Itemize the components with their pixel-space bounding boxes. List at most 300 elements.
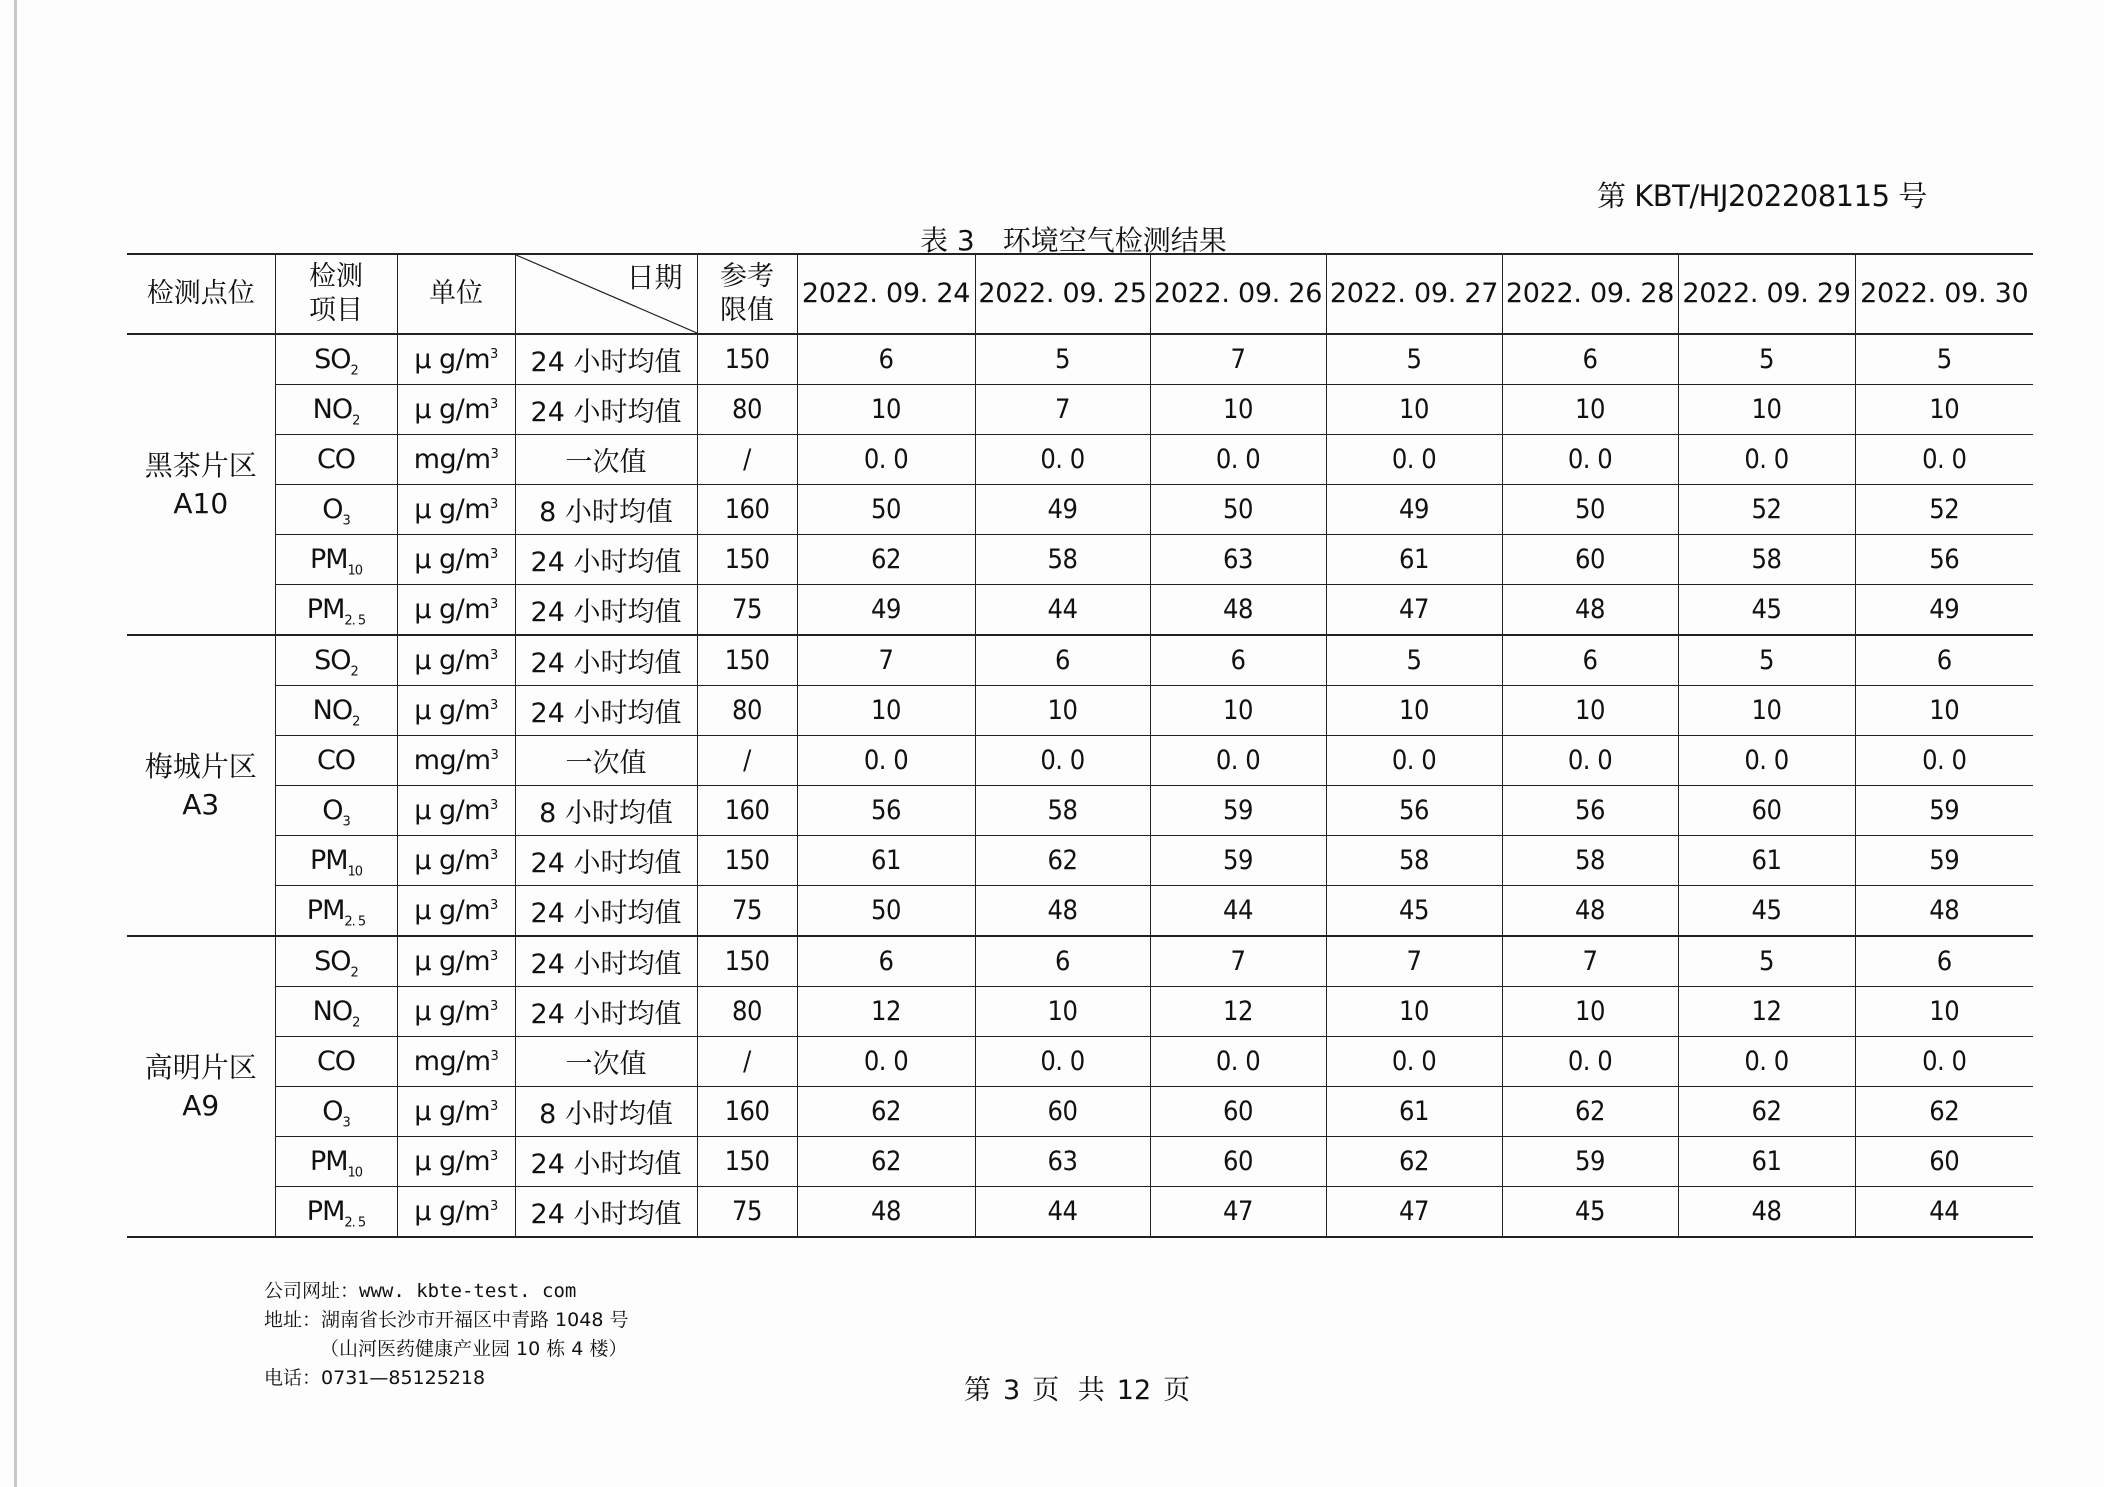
pollutant-subscript: 3 xyxy=(342,1115,350,1131)
measurement-value: 45 xyxy=(1678,886,1855,937)
pollutant-item xyxy=(275,635,397,686)
measurement-value: 0. 0 xyxy=(797,435,975,485)
measurement-value: 44 xyxy=(1855,1187,2033,1238)
unit xyxy=(397,786,515,836)
header-limit-line1: 参考 xyxy=(720,261,774,292)
measurement-value: 6 xyxy=(975,635,1150,686)
unit xyxy=(397,1087,515,1137)
pollutant-subscript: 2. 5 xyxy=(344,914,366,930)
measurement-value: 0. 0 xyxy=(1855,736,2033,786)
page-current: 3 xyxy=(1003,1375,1021,1406)
table-row xyxy=(127,786,2033,836)
footer-phone xyxy=(264,1364,628,1393)
header-item-line2: 项目 xyxy=(309,295,363,326)
pollutant-symbol: SO xyxy=(314,344,351,375)
unit-text: μ g/m xyxy=(414,1146,491,1177)
website-label: 公司网址： xyxy=(264,1280,360,1302)
unit xyxy=(397,385,515,435)
unit xyxy=(397,1137,515,1187)
unit-text: μ g/m xyxy=(414,695,491,726)
measurement-value: 5 xyxy=(1678,635,1855,686)
unit-superscript: 3 xyxy=(490,798,498,813)
unit-text: μ g/m xyxy=(414,394,491,425)
unit-superscript: 3 xyxy=(490,1149,498,1164)
unit xyxy=(397,736,515,786)
table-body xyxy=(127,334,2033,1237)
site-location xyxy=(127,936,275,1237)
unit xyxy=(397,936,515,987)
averaging-type: 24 小时均值 xyxy=(515,1137,697,1187)
pollutant-symbol: PM xyxy=(309,544,348,575)
measurement-value: 58 xyxy=(1502,836,1678,886)
header-date-1: 2022. 09. 24 xyxy=(797,254,975,334)
pollutant-symbol: O xyxy=(322,1096,343,1127)
pollutant-subscript: 3 xyxy=(342,513,350,529)
measurement-value: 48 xyxy=(1502,886,1678,937)
measurement-value: 0. 0 xyxy=(1150,1037,1326,1087)
measurement-value: 10 xyxy=(1502,987,1678,1037)
table-row xyxy=(127,535,2033,585)
averaging-type: 一次值 xyxy=(515,435,697,485)
measurement-value: 60 xyxy=(1150,1137,1326,1187)
header-date-7: 2022. 09. 30 xyxy=(1855,254,2033,334)
measurement-value: 0. 0 xyxy=(797,1037,975,1087)
measurement-value: 6 xyxy=(797,936,975,987)
pollutant-subscript: 2 xyxy=(350,363,358,379)
measurement-value: 60 xyxy=(1678,786,1855,836)
measurement-value: 10 xyxy=(1150,385,1326,435)
measurement-value: 6 xyxy=(1855,635,2033,686)
table-row xyxy=(127,736,2033,786)
table-row xyxy=(127,1087,2033,1137)
pollutant-item xyxy=(275,535,397,585)
measurement-value: 10 xyxy=(1326,385,1502,435)
measurement-value: 6 xyxy=(1150,635,1326,686)
measurement-value: 10 xyxy=(1855,686,2033,736)
site-code: A10 xyxy=(173,486,229,520)
table-row xyxy=(127,936,2033,987)
unit xyxy=(397,686,515,736)
measurement-value: 10 xyxy=(797,686,975,736)
pollutant-symbol: O xyxy=(322,494,343,525)
phone-label: 电话： xyxy=(264,1367,322,1389)
unit-text: mg/m xyxy=(413,745,491,776)
measurement-value: 58 xyxy=(1326,836,1502,886)
measurement-value: 10 xyxy=(1678,686,1855,736)
measurement-value: 7 xyxy=(1502,936,1678,987)
phone-number: 0731—85125218 xyxy=(321,1367,486,1389)
averaging-type: 24 小时均值 xyxy=(515,1187,697,1238)
pollutant-subscript: 3 xyxy=(342,814,350,830)
pollutant-symbol: PM xyxy=(309,1146,348,1177)
table-row xyxy=(127,1037,2033,1087)
averaging-type: 一次值 xyxy=(515,1037,697,1087)
unit xyxy=(397,987,515,1037)
footer-contact xyxy=(264,1277,628,1393)
reference-limit: 160 xyxy=(697,1087,797,1137)
site-name: 高明片区 xyxy=(144,1050,257,1084)
table-row xyxy=(127,485,2033,535)
measurement-value: 62 xyxy=(797,1087,975,1137)
measurement-value: 12 xyxy=(1150,987,1326,1037)
unit-superscript: 3 xyxy=(490,1199,498,1214)
pollutant-subscript: 10 xyxy=(347,563,363,579)
measurement-value: 63 xyxy=(1150,535,1326,585)
header-limit xyxy=(697,254,797,334)
address-label: 地址： xyxy=(264,1309,322,1331)
measurement-value: 49 xyxy=(975,485,1150,535)
pollutant-item xyxy=(275,786,397,836)
measurement-value: 61 xyxy=(1326,1087,1502,1137)
measurement-value: 10 xyxy=(1502,385,1678,435)
pollutant-symbol: CO xyxy=(316,745,356,776)
unit-superscript: 3 xyxy=(490,848,498,863)
site-location xyxy=(127,334,275,635)
header-date-2: 2022. 09. 25 xyxy=(975,254,1150,334)
header-item-line1: 检测 xyxy=(309,261,363,292)
pollutant-symbol: NO xyxy=(312,394,353,425)
header-date-diagonal xyxy=(515,254,697,334)
measurement-value: 48 xyxy=(1502,585,1678,636)
unit xyxy=(397,836,515,886)
website-link[interactable]: www. kbte-test. com xyxy=(359,1280,577,1302)
measurement-value: 48 xyxy=(1678,1187,1855,1238)
measurement-value: 59 xyxy=(1150,786,1326,836)
reference-limit: 150 xyxy=(697,635,797,686)
site-name: 黑茶片区 xyxy=(144,448,257,482)
measurement-value: 0. 0 xyxy=(1150,736,1326,786)
measurement-value: 62 xyxy=(797,535,975,585)
measurement-value: 60 xyxy=(975,1087,1150,1137)
measurement-value: 10 xyxy=(797,385,975,435)
unit-superscript: 3 xyxy=(490,497,498,512)
pollutant-symbol: PM xyxy=(309,845,348,876)
measurement-value: 52 xyxy=(1855,485,2033,535)
measurement-value: 5 xyxy=(975,334,1150,385)
averaging-type: 24 小时均值 xyxy=(515,686,697,736)
site-code: A9 xyxy=(182,1088,220,1122)
measurement-value: 50 xyxy=(1502,485,1678,535)
measurement-value: 62 xyxy=(1855,1087,2033,1137)
pollutant-item xyxy=(275,334,397,385)
measurement-value: 0. 0 xyxy=(1502,435,1678,485)
page-number xyxy=(958,1368,1196,1407)
measurement-value: 0. 0 xyxy=(1855,1037,2033,1087)
unit-superscript: 3 xyxy=(490,347,498,362)
measurement-value: 48 xyxy=(1855,886,2033,937)
measurement-value: 50 xyxy=(797,485,975,535)
header-limit-line2: 限值 xyxy=(720,295,774,326)
measurement-value: 56 xyxy=(797,786,975,836)
measurement-value: 50 xyxy=(797,886,975,937)
pollutant-symbol: O xyxy=(322,795,343,826)
measurement-value: 61 xyxy=(797,836,975,886)
pollutant-subscript: 2. 5 xyxy=(344,1215,366,1231)
measurement-value: 59 xyxy=(1855,786,2033,836)
measurement-value: 45 xyxy=(1678,585,1855,636)
pollutant-subscript: 10 xyxy=(347,1165,363,1181)
unit-text: μ g/m xyxy=(414,494,491,525)
unit-superscript: 3 xyxy=(490,949,498,964)
measurement-value: 58 xyxy=(1678,535,1855,585)
reference-limit: 150 xyxy=(697,1137,797,1187)
page-prefix: 第 xyxy=(964,1375,991,1406)
pollutant-item xyxy=(275,585,397,636)
unit xyxy=(397,435,515,485)
measurement-value: 61 xyxy=(1326,535,1502,585)
unit xyxy=(397,886,515,937)
averaging-type: 24 小时均值 xyxy=(515,836,697,886)
measurement-value: 44 xyxy=(975,1187,1150,1238)
reference-limit: 80 xyxy=(697,385,797,435)
pollutant-subscript: 2 xyxy=(350,664,358,680)
averaging-type: 24 小时均值 xyxy=(515,987,697,1037)
reference-limit: 75 xyxy=(697,886,797,937)
pollutant-item xyxy=(275,1087,397,1137)
pollutant-item xyxy=(275,1137,397,1187)
unit-text: μ g/m xyxy=(414,544,491,575)
measurement-value: 47 xyxy=(1326,1187,1502,1238)
table-row xyxy=(127,585,2033,636)
pollutant-item xyxy=(275,485,397,535)
table-row xyxy=(127,635,2033,686)
unit-text: mg/m xyxy=(413,1046,491,1077)
measurement-value: 5 xyxy=(1678,334,1855,385)
pollutant-symbol: SO xyxy=(314,645,351,676)
measurement-value: 49 xyxy=(797,585,975,636)
measurement-value: 5 xyxy=(1326,635,1502,686)
measurement-value: 7 xyxy=(1150,334,1326,385)
measurement-value: 50 xyxy=(1150,485,1326,535)
unit-text: mg/m xyxy=(413,444,491,475)
air-quality-results-table xyxy=(127,253,2033,1238)
measurement-value: 0. 0 xyxy=(1678,435,1855,485)
table-title-text: 环境空气检测结果 xyxy=(1002,224,1227,257)
averaging-type: 24 小时均值 xyxy=(515,334,697,385)
page-middle: 页 共 xyxy=(1032,1375,1105,1406)
measurement-value: 62 xyxy=(975,836,1150,886)
measurement-value: 60 xyxy=(1502,535,1678,585)
pollutant-symbol: NO xyxy=(312,695,353,726)
report-number: 第 KBT/HJ202208115 号 xyxy=(1597,179,1927,213)
measurement-value: 44 xyxy=(1150,886,1326,937)
unit-superscript: 3 xyxy=(490,397,498,412)
unit xyxy=(397,635,515,686)
measurement-value: 7 xyxy=(797,635,975,686)
reference-limit: 80 xyxy=(697,686,797,736)
pollutant-symbol: PM xyxy=(306,895,345,926)
measurement-value: 60 xyxy=(1855,1137,2033,1187)
measurement-value: 61 xyxy=(1678,1137,1855,1187)
measurement-value: 6 xyxy=(797,334,975,385)
header-date-5: 2022. 09. 28 xyxy=(1502,254,1678,334)
measurement-value: 49 xyxy=(1326,485,1502,535)
measurement-value: 12 xyxy=(1678,987,1855,1037)
pollutant-symbol: PM xyxy=(306,594,345,625)
pollutant-symbol: CO xyxy=(316,444,356,475)
measurement-value: 59 xyxy=(1502,1137,1678,1187)
pollutant-item xyxy=(275,385,397,435)
unit xyxy=(397,585,515,636)
reference-limit: 75 xyxy=(697,585,797,636)
table-row xyxy=(127,1137,2033,1187)
measurement-value: 5 xyxy=(1678,936,1855,987)
pollutant-item xyxy=(275,987,397,1037)
measurement-value: 61 xyxy=(1678,836,1855,886)
measurement-value: 0. 0 xyxy=(975,1037,1150,1087)
measurement-value: 62 xyxy=(1678,1087,1855,1137)
reference-limit: 150 xyxy=(697,836,797,886)
measurement-value: 45 xyxy=(1502,1187,1678,1238)
measurement-value: 56 xyxy=(1855,535,2033,585)
pollutant-symbol: CO xyxy=(316,1046,356,1077)
unit-superscript: 3 xyxy=(490,648,498,663)
unit-superscript: 3 xyxy=(490,748,499,763)
averaging-type: 8 小时均值 xyxy=(515,786,697,836)
measurement-value: 48 xyxy=(1150,585,1326,636)
measurement-value: 47 xyxy=(1326,585,1502,636)
pollutant-symbol: PM xyxy=(306,1196,345,1227)
pollutant-item xyxy=(275,836,397,886)
header-date-3: 2022. 09. 26 xyxy=(1150,254,1326,334)
site-name: 梅城片区 xyxy=(144,749,257,783)
measurement-value: 0. 0 xyxy=(1502,1037,1678,1087)
unit-superscript: 3 xyxy=(490,999,498,1014)
measurement-value: 48 xyxy=(797,1187,975,1238)
site-code: A3 xyxy=(182,787,220,821)
measurement-value: 45 xyxy=(1326,886,1502,937)
averaging-type: 24 小时均值 xyxy=(515,535,697,585)
header-date-label: 日期 xyxy=(626,261,683,294)
reference-limit: 150 xyxy=(697,936,797,987)
header-row xyxy=(127,254,2033,334)
measurement-value: 10 xyxy=(1678,385,1855,435)
pollutant-item xyxy=(275,936,397,987)
table-row xyxy=(127,1187,2033,1238)
unit-text: μ g/m xyxy=(414,845,491,876)
unit-superscript: 3 xyxy=(490,597,498,612)
reference-limit: 75 xyxy=(697,1187,797,1238)
unit-text: μ g/m xyxy=(414,946,491,977)
measurement-value: 0. 0 xyxy=(1678,1037,1855,1087)
measurement-value: 10 xyxy=(1855,987,2033,1037)
unit-text: μ g/m xyxy=(414,344,491,375)
unit-superscript: 3 xyxy=(490,547,498,562)
pollutant-symbol: NO xyxy=(312,996,353,1027)
scan-edge-line xyxy=(14,0,17,1487)
reference-limit: 150 xyxy=(697,334,797,385)
measurement-value: 62 xyxy=(1326,1137,1502,1187)
measurement-value: 59 xyxy=(1150,836,1326,886)
measurement-value: 6 xyxy=(975,936,1150,987)
measurement-value: 10 xyxy=(975,987,1150,1037)
site-location xyxy=(127,635,275,936)
measurement-value: 0. 0 xyxy=(1150,435,1326,485)
measurement-value: 0. 0 xyxy=(1855,435,2033,485)
table-row xyxy=(127,886,2033,937)
footer-address xyxy=(264,1306,628,1335)
reference-limit: 80 xyxy=(697,987,797,1037)
measurement-value: 49 xyxy=(1855,585,2033,636)
unit-superscript: 3 xyxy=(490,698,498,713)
table-row xyxy=(127,435,2033,485)
unit-text: μ g/m xyxy=(414,996,491,1027)
reference-limit: 160 xyxy=(697,485,797,535)
reference-limit: / xyxy=(697,435,797,485)
pollutant-subscript: 2 xyxy=(352,1015,360,1031)
measurement-value: 44 xyxy=(975,585,1150,636)
pollutant-subscript: 2. 5 xyxy=(344,613,366,629)
pollutant-item xyxy=(275,686,397,736)
measurement-value: 0. 0 xyxy=(1678,736,1855,786)
averaging-type: 一次值 xyxy=(515,736,697,786)
measurement-value: 58 xyxy=(975,535,1150,585)
unit-text: μ g/m xyxy=(414,795,491,826)
page-total: 12 xyxy=(1116,1375,1152,1406)
measurement-value: 0. 0 xyxy=(975,435,1150,485)
table-row xyxy=(127,385,2033,435)
averaging-type: 24 小时均值 xyxy=(515,635,697,686)
pollutant-subscript: 2 xyxy=(352,714,360,730)
unit xyxy=(397,1037,515,1087)
measurement-value: 56 xyxy=(1326,786,1502,836)
averaging-type: 24 小时均值 xyxy=(515,936,697,987)
unit-superscript: 3 xyxy=(490,1099,498,1114)
measurement-value: 10 xyxy=(1326,987,1502,1037)
unit-superscript: 3 xyxy=(490,447,499,462)
averaging-type: 8 小时均值 xyxy=(515,1087,697,1137)
unit xyxy=(397,1187,515,1238)
table-row xyxy=(127,836,2033,886)
measurement-value: 5 xyxy=(1855,334,2033,385)
measurement-value: 7 xyxy=(1326,936,1502,987)
measurement-value: 0. 0 xyxy=(975,736,1150,786)
pollutant-subscript: 2 xyxy=(350,965,358,981)
table-row xyxy=(127,686,2033,736)
measurement-value: 63 xyxy=(975,1137,1150,1187)
pollutant-symbol: SO xyxy=(314,946,351,977)
unit-superscript: 3 xyxy=(490,898,498,913)
measurement-value: 10 xyxy=(1150,686,1326,736)
measurement-value: 6 xyxy=(1502,334,1678,385)
pollutant-subscript: 10 xyxy=(347,864,363,880)
unit-text: μ g/m xyxy=(414,1096,491,1127)
measurement-value: 60 xyxy=(1150,1087,1326,1137)
measurement-value: 6 xyxy=(1502,635,1678,686)
measurement-value: 7 xyxy=(975,385,1150,435)
measurement-value: 5 xyxy=(1326,334,1502,385)
measurement-value: 58 xyxy=(975,786,1150,836)
header-location: 检测点位 xyxy=(127,254,275,334)
measurement-value: 47 xyxy=(1150,1187,1326,1238)
measurement-value: 48 xyxy=(975,886,1150,937)
measurement-value: 12 xyxy=(797,987,975,1037)
table-number: 表 3 xyxy=(920,224,975,257)
address-text: 湖南省长沙市开福区中青路 1048 号 xyxy=(321,1309,629,1331)
measurement-value: 0. 0 xyxy=(1326,1037,1502,1087)
averaging-type: 8 小时均值 xyxy=(515,485,697,535)
averaging-type: 24 小时均值 xyxy=(515,385,697,435)
unit-superscript: 3 xyxy=(490,1049,499,1064)
pollutant-item xyxy=(275,736,397,786)
pollutant-item xyxy=(275,1037,397,1087)
unit xyxy=(397,535,515,585)
measurement-value: 10 xyxy=(1502,686,1678,736)
measurement-value: 0. 0 xyxy=(1502,736,1678,786)
unit-text: μ g/m xyxy=(414,1196,491,1227)
pollutant-item xyxy=(275,1187,397,1238)
measurement-value: 56 xyxy=(1502,786,1678,836)
